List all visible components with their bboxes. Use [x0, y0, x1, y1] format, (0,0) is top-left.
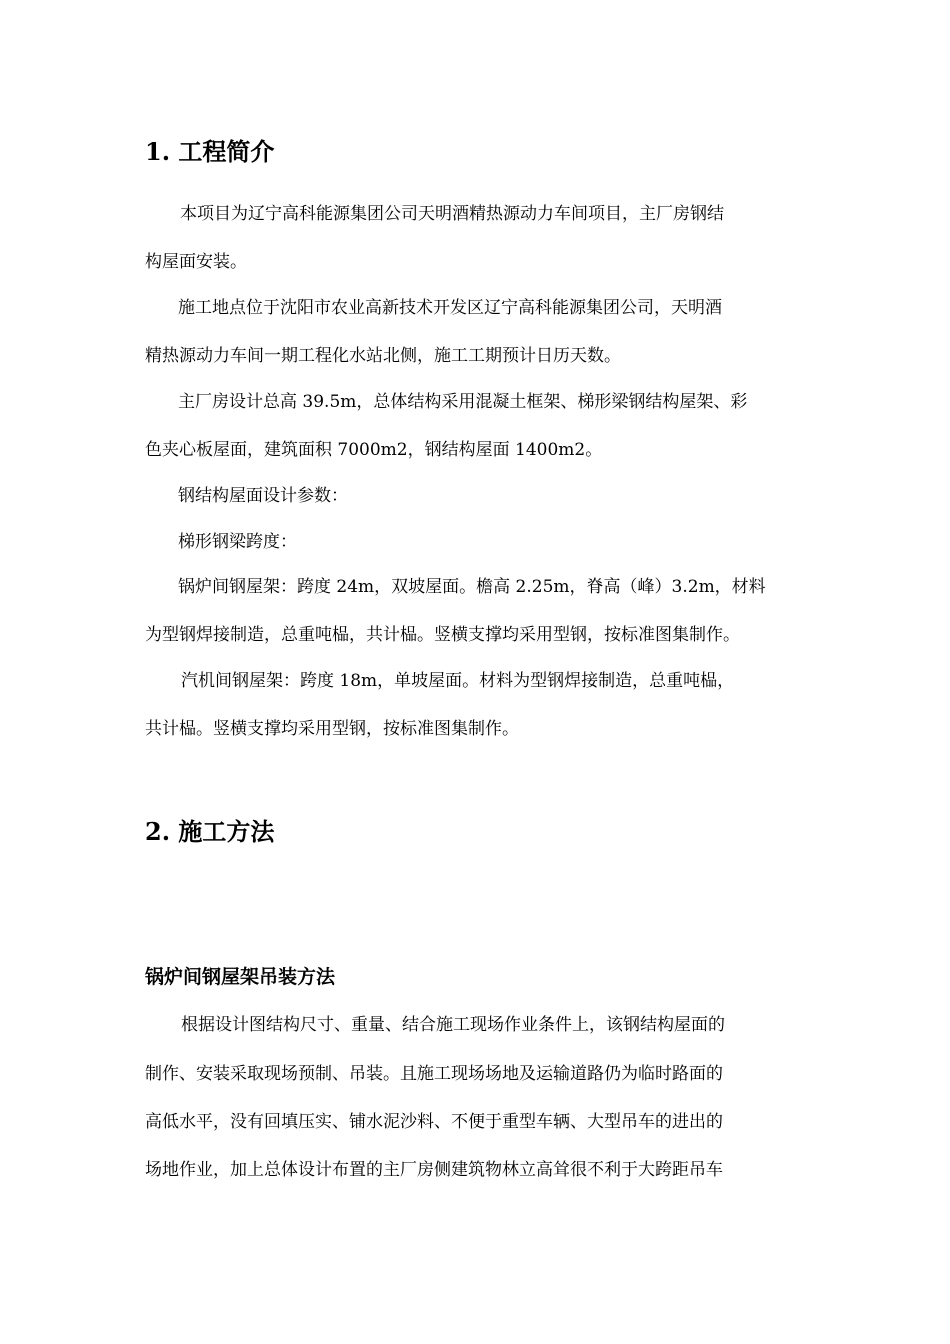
paragraph-line: 制作、安装采取现场预制、吊装。且施工现场场地及运输道路仍为临时路面的	[145, 1064, 723, 1084]
paragraph-line: 钢结构屋面设计参数：	[178, 486, 348, 506]
section-heading-overview: 1. 工程简介	[145, 137, 275, 166]
paragraph-line: 本项目为辽宁高科能源集团公司天明酒精热源动力车间项目，主厂房钢结	[180, 204, 724, 224]
section-heading-methods: 2. 施工方法	[145, 817, 275, 846]
paragraph-line: 梯形钢梁跨度：	[178, 532, 297, 552]
paragraph-line: 共计榀。竖横支撑均采用型钢，按标准图集制作。	[145, 719, 519, 739]
paragraph-line: 构屋面安装。	[145, 252, 247, 272]
paragraph-line: 为型钢焊接制造，总重吨榀，共计榀。竖横支撑均采用型钢，按标准图集制作。	[145, 625, 740, 645]
paragraph-line: 汽机间钢屋架：跨度 18m，单坡屋面。材料为型钢焊接制造，总重吨榀，	[181, 671, 735, 691]
paragraph-line: 场地作业，加上总体设计布置的主厂房侧建筑物林立高耸很不利于大跨距吊车	[145, 1160, 723, 1180]
paragraph-line: 根据设计图结构尺寸、重量、结合施工现场作业条件上，该钢结构屋面的	[181, 1015, 725, 1035]
paragraph-line: 主厂房设计总高 39.5m，总体结构采用混凝土框架、梯形梁钢结构屋架、彩	[178, 392, 748, 412]
paragraph-line: 精热源动力车间一期工程化水站北侧，施工工期预计日历天数。	[145, 346, 621, 366]
paragraph-line: 锅炉间钢屋架：跨度 24m，双坡屋面。檐高 2.25m，脊高（峰）3.2m，材料	[178, 577, 766, 597]
paragraph-line: 色夹心板屋面，建筑面积 7000m2，钢结构屋面 1400m2。	[145, 440, 603, 460]
subsection-heading: 锅炉间钢屋架吊装方法	[145, 966, 336, 988]
paragraph-line: 施工地点位于沈阳市农业高新技术开发区辽宁高科能源集团公司，天明酒	[178, 298, 722, 318]
paragraph-line: 高低水平，没有回填压实、铺水泥沙料、不便于重型车辆、大型吊车的进出的	[145, 1112, 723, 1132]
